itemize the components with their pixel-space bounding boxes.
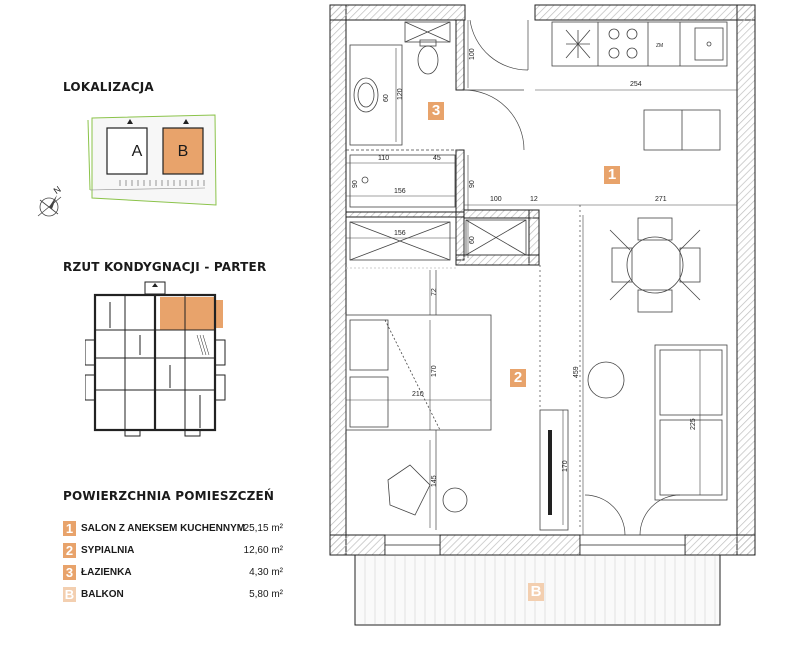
legend-room-name: SYPIALNIA <box>81 545 135 556</box>
dim-459: 459 <box>573 366 580 378</box>
dim-90b: 90 <box>469 180 476 188</box>
compass-label: N <box>51 184 63 196</box>
dim-170b: 170 <box>562 460 569 472</box>
legend-room-name: BALKON <box>81 589 124 600</box>
legend-number: 1 <box>63 521 76 536</box>
dim-100a: 100 <box>469 48 476 60</box>
legend-room-area: 5,80 m² <box>249 589 283 600</box>
room-tag-balkon: B <box>528 583 544 601</box>
wall-bottom-mid <box>440 535 580 555</box>
dim-12: 12 <box>530 196 538 203</box>
building-a-label: A <box>131 143 143 160</box>
wall-right <box>737 5 755 555</box>
hob-label: ZM <box>656 43 664 49</box>
dim-145: 145 <box>431 475 438 487</box>
wall-bottom-left <box>330 535 385 555</box>
dim-90a: 90 <box>352 180 359 188</box>
dim-156a: 156 <box>394 188 406 195</box>
dim-210: 210 <box>412 391 424 398</box>
legend-room-area: 25,15 m² <box>243 523 283 534</box>
dim-110: 110 <box>378 155 390 162</box>
building-b-label: B <box>177 143 189 160</box>
dim-120: 120 <box>397 88 404 100</box>
dim-170a: 170 <box>431 365 438 377</box>
wall-bottom-right <box>685 535 755 555</box>
legend-number: 2 <box>63 543 76 558</box>
dim-225: 225 <box>690 418 697 430</box>
wall-top-right <box>535 5 755 20</box>
dim-72: 72 <box>431 288 438 296</box>
legend-room-area: 12,60 m² <box>243 545 283 556</box>
dim-271: 271 <box>655 196 667 203</box>
dim-254: 254 <box>630 81 642 88</box>
room-tag-lazienka: 3 <box>428 102 444 120</box>
wall-top-left <box>330 5 465 20</box>
wall-left <box>330 5 346 555</box>
legend-number: B <box>64 587 75 602</box>
dim-60b: 60 <box>469 236 476 244</box>
legend-room-area: 4,30 m² <box>249 567 283 578</box>
dim-45: 45 <box>433 155 441 162</box>
legend-room-name: SALON Z ANEKSEM KUCHENNYM <box>81 523 246 534</box>
dim-100b: 100 <box>490 196 502 203</box>
dim-156b: 156 <box>394 230 406 237</box>
location-title: LOKALIZACJA <box>63 80 154 94</box>
dim-60a: 60 <box>383 94 390 102</box>
areas-title: POWIERZCHNIA POMIESZCZEŃ <box>63 489 275 503</box>
legend-number: 3 <box>63 565 76 580</box>
room-tag-salon: 1 <box>604 166 620 184</box>
legend-room-name: ŁAZIENKA <box>81 567 132 578</box>
room-tag-sypialnia: 2 <box>510 369 526 387</box>
floor-title: RZUT KONDYGNACJI - PARTER <box>63 260 267 274</box>
